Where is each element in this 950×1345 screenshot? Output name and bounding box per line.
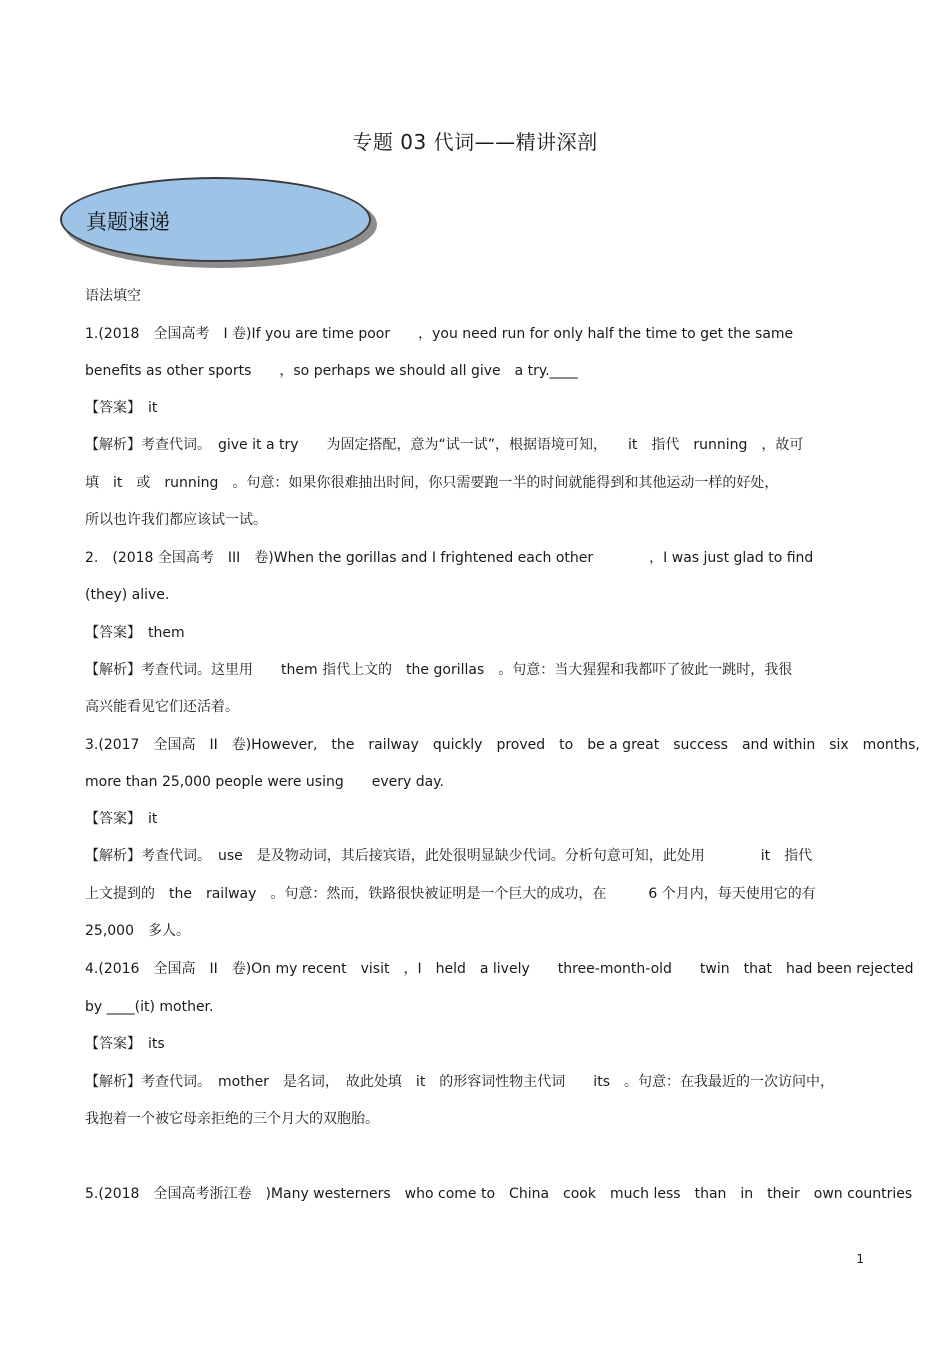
page-number: 1 [856, 1252, 864, 1266]
explanation-4-line-2: 我抱着一个被它母亲拒绝的三个月大的双胞胎。 [85, 1111, 379, 1127]
question-2-line-2: (they) alive. [85, 587, 170, 603]
explanation-3-line-3: 25,000 多人。 [85, 923, 190, 939]
question-1-line-1: 1.(2018 全国高考 I 卷)If you are time poor ，you need run for only half the time to get the same [85, 326, 794, 342]
question-3-line-1: 3.(2017 全国高 II 卷)However, the railway quickly proved to be a great success and within six months, [85, 737, 920, 753]
answer-4: 【答案】 its [85, 1036, 165, 1052]
explanation-1-line-2: 填 it 或 running 。句意：如果你很难抽出时间，你只需要跑一半的时间就能得到和其他运动一样的好处， [85, 475, 779, 491]
section-heading: 语法填空 [85, 288, 141, 304]
answer-2: 【答案】 them [85, 625, 185, 641]
question-1-line-2: benefits as other sports ，so perhaps we should all give a try.____ [85, 363, 578, 379]
explanation-2-line-2: 高兴能看见它们还活着。 [85, 699, 239, 715]
page-title: 专题 03 代词——精讲深剖 [352, 130, 598, 154]
section-banner-label: 真题速递 [86, 210, 170, 234]
question-4-line-2: by ____(it) mother. [85, 999, 214, 1015]
explanation-3-line-2: 上文提到的 the railway 。句意：然而，铁路很快被证明是一个巨大的成功，在 6 个月内，每天使用它的有 [85, 886, 816, 902]
answer-1: 【答案】 it [85, 400, 158, 416]
question-3-line-2: more than 25,000 people were using every day. [85, 774, 444, 790]
explanation-1-line-1: 【解析】考查代词。 give it a try 为固定搭配，意为“试一试”，根据语境可知， it 指代 running ，故可 [85, 437, 804, 453]
question-4-line-1: 4.(2016 全国高 II 卷)On my recent visit ，I held a lively three-month-old twin that had been rejected [85, 961, 914, 977]
explanation-1-line-3: 所以也许我们都应该试一试。 [85, 512, 267, 528]
explanation-3-line-1: 【解析】考查代词。 use 是及物动词，其后接宾语，此处很明显缺少代词。分析句意可知，此处用 it 指代 [85, 848, 813, 864]
answer-3: 【答案】 it [85, 811, 158, 827]
explanation-2-line-1: 【解析】考查代词。这里用 them 指代上文的 the gorillas 。句意：当大猩猩和我都吓了彼此一跳时，我很 [85, 662, 793, 678]
question-2-line-1: 2. (2018 全国高考 III 卷)When the gorillas and I frightened each other ，I was just glad to find [85, 550, 814, 566]
question-5-line-1: 5.(2018 全国高考浙江卷 )Many westerners who come to China cook much less than in their own countries [85, 1186, 913, 1202]
explanation-4-line-1: 【解析】考查代词。 mother 是名词， 故此处填 it 的形容词性物主代词 its 。句意：在我最近的一次访问中， [85, 1074, 834, 1090]
